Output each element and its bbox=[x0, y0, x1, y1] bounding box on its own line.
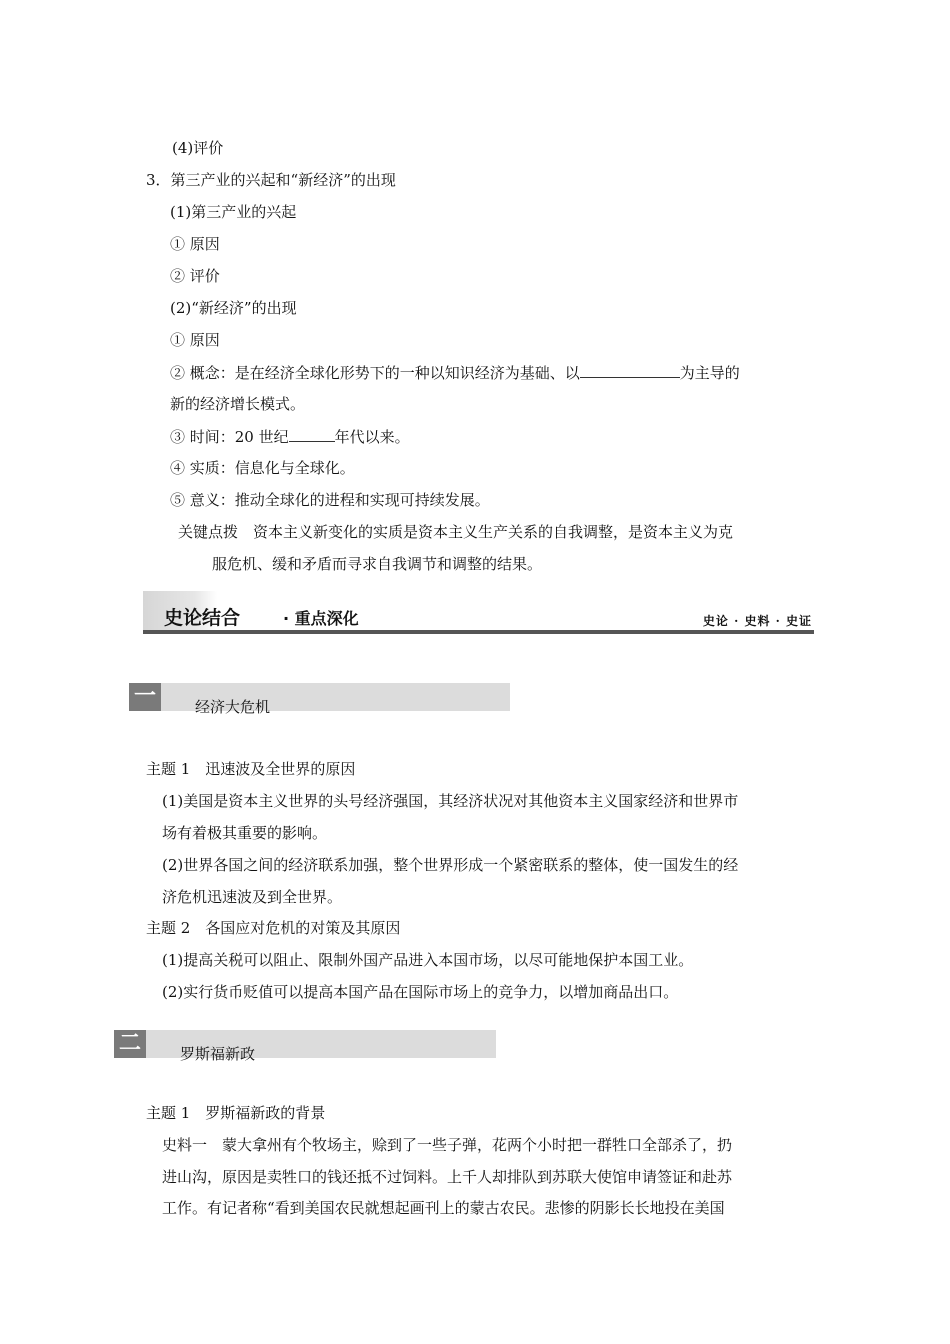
time-text-a: ③ 时间：20 世纪 bbox=[170, 428, 289, 446]
banner-rule bbox=[143, 630, 814, 634]
outline-line: (1)第三产业的兴起 bbox=[170, 203, 297, 221]
outline-line: ① 原因 bbox=[170, 235, 220, 253]
topic-heading: 主题 1 罗斯福新政的背景 bbox=[146, 1104, 326, 1122]
outline-line-concept bbox=[170, 362, 740, 383]
section-title: 罗斯福新政 bbox=[180, 1045, 256, 1063]
concept-text-b: 为主导的 bbox=[679, 364, 740, 382]
outline-line: (4)评价 bbox=[172, 139, 224, 157]
section-title: 经济大危机 bbox=[195, 698, 271, 716]
fill-blank-1[interactable] bbox=[580, 362, 680, 378]
paragraph-line: 进山沟，原因是卖牲口的钱还抵不过饲料。上千人却排队到苏联大使馆申请签证和赴苏 bbox=[162, 1168, 733, 1186]
banner-subtitle: · 重点深化 bbox=[283, 609, 359, 628]
fill-blank-2[interactable] bbox=[289, 426, 335, 442]
concept-text-a: ② 概念：是在经济全球化形势下的一种以知识经济为基础、以 bbox=[170, 364, 580, 382]
paragraph-line: 济危机迅速波及到全世界。 bbox=[162, 888, 343, 906]
outline-line: ① 原因 bbox=[170, 331, 220, 349]
outline-heading: 3．第三产业的兴起和“新经济”的出现 bbox=[146, 171, 396, 189]
outline-line: ② 评价 bbox=[170, 267, 220, 285]
topic-heading: 主题 2 各国应对危机的对策及其原因 bbox=[146, 919, 401, 937]
outline-line: 新的经济增长模式。 bbox=[170, 395, 306, 413]
time-text-b: 年代以来。 bbox=[334, 428, 410, 446]
topic-heading: 主题 1 迅速波及全世界的原因 bbox=[146, 760, 356, 778]
paragraph-line: (2)实行货币贬值可以提高本国产品在国际市场上的竞争力，以增加商品出口。 bbox=[162, 983, 679, 1001]
section-number: 一 bbox=[129, 683, 161, 711]
outline-line-time bbox=[170, 426, 410, 447]
section-number: 二 bbox=[114, 1030, 146, 1058]
outline-line: (2)“新经济”的出现 bbox=[170, 299, 297, 317]
paragraph-line: 工作。有记者称“看到美国农民就想起画刊上的蒙古农民。悲惨的阴影长长地投在美国 bbox=[162, 1199, 725, 1217]
banner-title: 史论结合 bbox=[164, 607, 241, 629]
outline-line: ⑤ 意义：推动全球化的进程和实现可持续发展。 bbox=[170, 491, 490, 509]
paragraph-line: (1)提高关税可以阻止、限制外国产品进入本国市场，以尽可能地保护本国工业。 bbox=[162, 951, 694, 969]
paragraph-line: 场有着极其重要的影响。 bbox=[162, 824, 328, 842]
section-banner bbox=[143, 591, 814, 637]
paragraph-line: 史料一 蒙大拿州有个牧场主，赊到了一些子弹，花两个小时把一群牲口全部杀了，扔 bbox=[162, 1136, 733, 1154]
outline-line: ④ 实质：信息化与全球化。 bbox=[170, 459, 355, 477]
section-header-2 bbox=[114, 1030, 496, 1063]
key-point: 关键点拨 资本主义新变化的实质是资本主义生产关系的自我调整，是资本主义为克 bbox=[178, 523, 734, 541]
paragraph-line: (1)美国是资本主义世界的头号经济强国，其经济状况对其他资本主义国家经济和世界市 bbox=[162, 792, 739, 810]
key-point-cont: 服危机、缓和矛盾而寻求自我调节和调整的结果。 bbox=[212, 555, 543, 573]
section-header-1 bbox=[129, 683, 510, 716]
paragraph-line: (2)世界各国之间的经济联系加强，整个世界形成一个紧密联系的整体，使一国发生的经 bbox=[162, 856, 739, 874]
banner-tagline: 史论 · 史料 · 史证 bbox=[702, 614, 812, 628]
